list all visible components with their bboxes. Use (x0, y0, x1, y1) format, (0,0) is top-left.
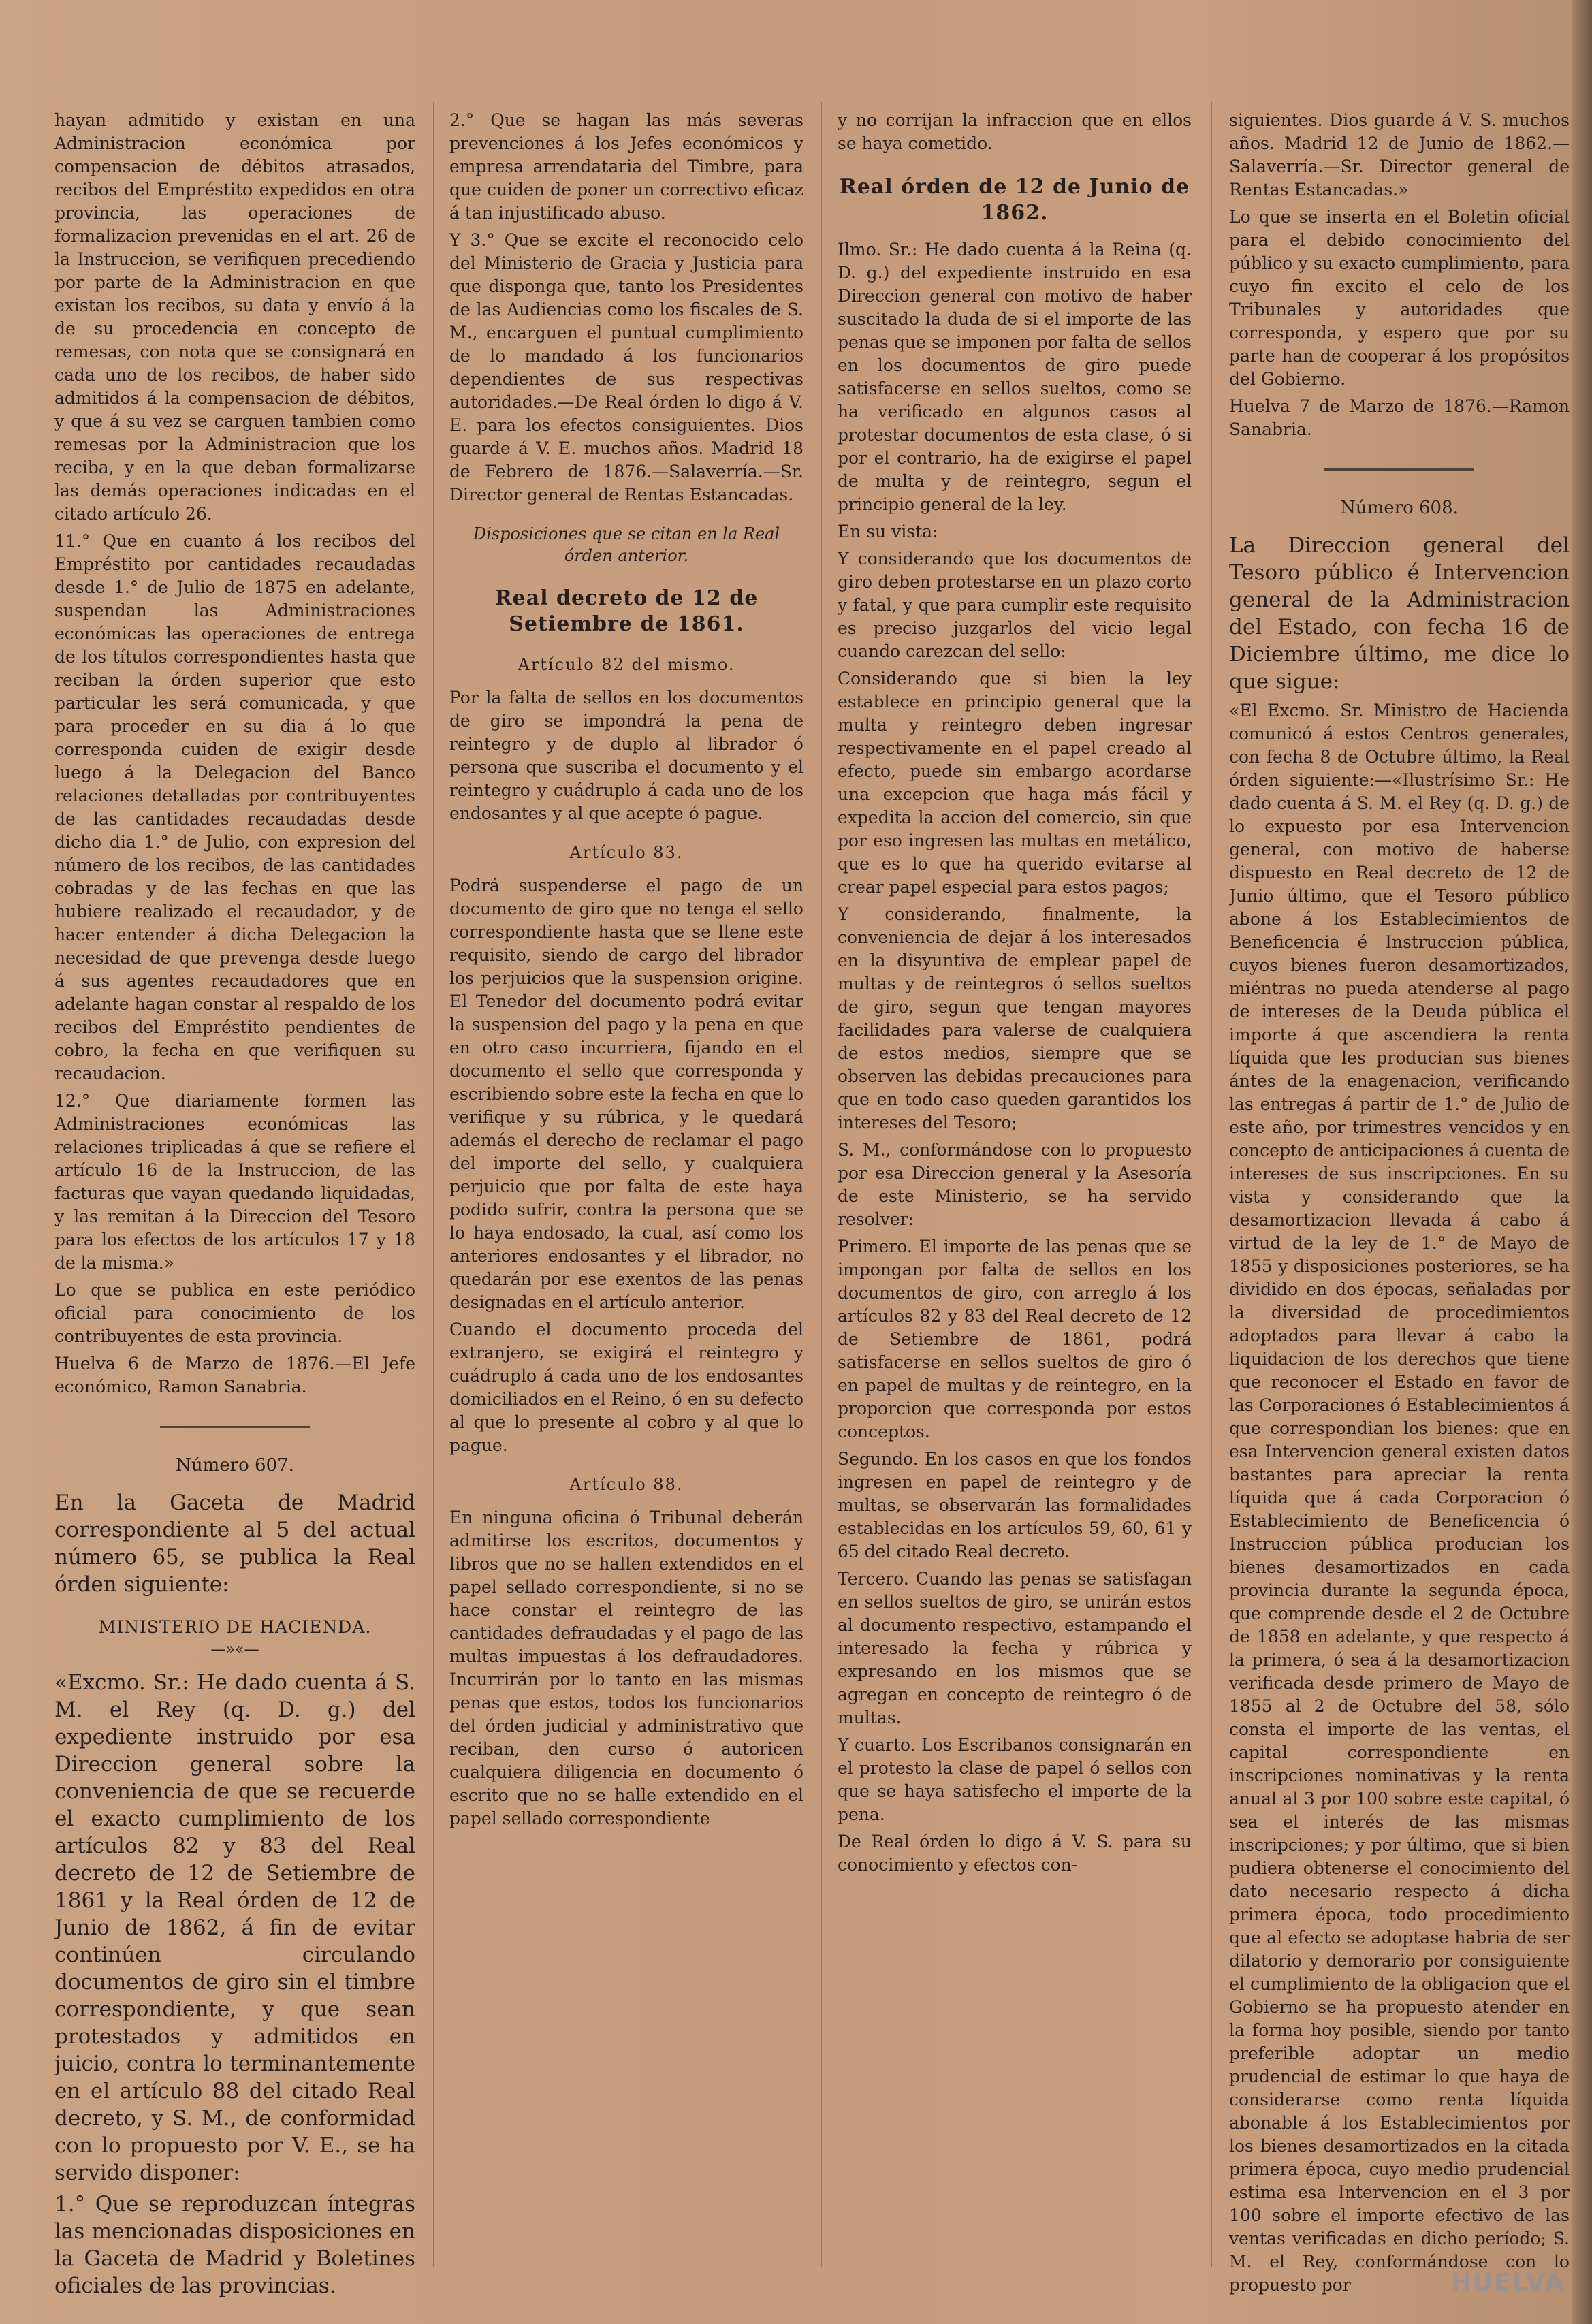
paragraph: «El Excmo. Sr. Ministro de Hacienda comunicó á estos Centros generales, con fecha 8 de Octubre último, la Real órden siguiente:—«Ilustrísimo Sr.: He dado cuenta á S. M. el Rey (q. D. g.) de lo expuesto por esa Intervencion general, con motivo de haberse dispuesto en Real decreto de 12 de Junio último, que el Tesoro público abone á los Establecimientos de Beneficencia é Instruccion pública, cuyos bienes fueron desamortizados, miéntras no pueda atenderse al pago de intereses de la Deuda pública el importe á que ascendiera la renta líquida que les producian sus bienes ántes de la enagenacion, verificando las entregas á partir de 1.° de Julio de este año, por trimestres vencidos y en concepto de anticipaciones á cuenta de intereses de sus inscripciones. En su vista y considerando que la desamortizacion llevada á cabo á virtud de la ley de 1.° de Mayo de 1855 y disposiciones posteriores, se ha dividido en dos épocas, señaladas por la diversidad de procedimientos adoptados para llevar á cabo la liquidacion de los derechos que tiene que reconocer el Estado en favor de las Corporaciones ó Establecimientos á que correspondian los bienes: que en esa Intervencion general existen datos bastantes para apreciar la renta líquida que á cada Corporacion ó Establecimiento de Beneficencia ó Instruccion pública producian los bienes desamortizados en cada provincia durante la segunda época, que comprende desde el 2 de Octubre de 1858 en adelante, y que respecto á la primera, ó sea á la desamortizacion verificada desde primero de Mayo de 1855 al 2 de Octubre del 58, sólo consta el importe de las ventas, el capital correspondiente en inscripciones nominativas y la renta anual al 3 por 100 sobre este capital, ó sea el interés de las mismas inscripciones; y por último, que si bien pudiera obtenerse el conocimiento del dato necesario respecto á dicha primera época, todo procedimiento que al efecto se adoptase habria de ser dilatorio y demorario por consiguiente el cumplimiento de la obligacion que el Gobierno se ha propuesto atender en la forma hoy posible, siendo por tanto preferible adoptar un medio prudencial de estimar lo que haya de considerarse como renta líquida abonable á los Establecimientos por los bienes desamortizados en la citada primera época, cuyo medio prudencial estima esa Intervencion en el 3 por 100 sobre el importe efectivo de las ventas verificadas en dicho período; S. M. el Rey, conformándose con lo propuesto por (1229, 701, 1570, 2295)
section-divider (160, 1426, 310, 1428)
ornament: —»«— (210, 1641, 259, 1658)
intro-paragraph: La Direccion general del Tesoro público é Intervencion general de la Administracion del Estado, con fecha 16 de Diciembre último, me dice lo que sigue: (1229, 533, 1570, 694)
column-1 (54, 109, 415, 2304)
ministry-heading: MINISTERIO DE HACIENDA. (98, 1617, 372, 1637)
paragraph: Considerando que si bien la ley establece en principio general que la multa y reintegro deben ingresar respectivamente en el papel creado al efecto, puede sin embargo acordarse una excepcion que haga más fácil y expedita la accion del comercio, sin que por eso ingresen las multas en metálico, que es lo que ha querido evitarse al crear papel especial para estos pagos; (838, 669, 1192, 897)
column-rule (821, 102, 822, 2267)
paragraph: siguientes. Dios guarde á V. S. muchos años. Madrid 12 de Junio de 1862.—Salaverría.—Sr. Director general de Rentas Estancadas.» (1229, 110, 1570, 200)
column-rule (1211, 102, 1212, 2267)
paragraph: Primero. El importe de las penas que se impongan por falta de sellos en los documentos de giro, con arreglo á los artículos 82 y 83 del Real decreto de 12 de Setiembre de 1861, podrá satisfacerse en sellos sueltos de giro ó en papel de multas y de reintegro, en la proporcion que corresponda por estos conceptos. (838, 1237, 1192, 1442)
paragraph: «Excmo. Sr.: He dado cuenta á S. M. el Rey (q. D. g.) del expediente instruido por esa Direccion general sobre la conveniencia de que se recuerde el exacto cumplimiento de los artículos 82 y 83 del Real decreto de 12 de Setiembre de 1861 y la Real órden de 12 de Junio de 1862, á fin de evitar continúen circulando documentos de giro sin el timbre correspondiente, y que sean protestados y admitidos en juicio, contra lo terminantemente en el artículo 88 del citado Real decreto, y S. M., de conformidad con lo propuesto por V. E., se ha servido disponer: (54, 1670, 415, 2185)
paragraph: Podrá suspenderse el pago de un documento de giro que no tenga el sello correspondiente hasta que se llene este requisito, siendo de cargo del librador los perjuicios que la suspension origine. El Tenedor del documento podrá evitar la suspension del pago y la pena en que en otro caso incurriera, fijando en el documento el sello que corresponda y escribiendo sobre este la fecha en que lo verifique y su rúbrica, y le quedará además el derecho de reclamar el pago del importe del sello, y cualquiera perjuicio que por falta de este haya podido sufrir, contra la persona que se lo haya endosado, la cual, así como los anteriores endosantes y el librador, no quedarán por ese exentos de las penas designadas en el artículo anterior. (449, 876, 803, 1312)
paragraph: y no corrijan la infraccion que en ellos se haya cometido. (838, 110, 1192, 153)
order-heading: Real órden de 12 de Junio de 1862. (839, 175, 1190, 225)
paragraph: Lo que se inserta en el Boletin oficial para el debido conocimiento del público y su exacto cumplimiento, para cuyo fin excito el celo de los Tribunales y autoridades que corresponda, y espero que por su parte han de cooperar á los propósitos del Gobierno. (1229, 207, 1570, 389)
signature-line: Huelva 6 de Marzo de 1876.—El Jefe económico, Ramon Sanabria. (54, 1354, 415, 1397)
decree-heading: Real decreto de 12 de Setiembre de 1861. (494, 586, 759, 636)
paragraph: En ninguna oficina ó Tribunal deberán admitirse los escritos, documentos y libros que no se hallen extendidos en el papel sellado correspondiente, si no se hace constar el reintegro de las cantidades defraudadas y el pago de las multas impuestas á los defraudadores. Incurrirán por lo tanto en las mismas penas que estos, todos los funcionarios del órden judicial y administrativo que reciban, den curso ó autoricen cualquiera diligencia en documento ó escrito que no se halle extendido en el papel sellado correspondiente (449, 1508, 803, 1828)
column-2 (449, 109, 803, 1834)
section-number: Número 608. (1340, 498, 1459, 518)
section-number: Número 607. (176, 1455, 294, 1476)
paragraph: 12.° Que diariamente formen las Administraciones económicas las relaciones triplicadas á que se refiere el artículo 16 de la Instruccion, de las facturas que vayan quedando liquidadas, y las remitan á la Direccion del Tesoro para los efectos de los artículos 17 y 18 de la misma.» (54, 1091, 415, 1273)
column-rule (433, 102, 434, 2267)
article-heading: Artículo 83. (569, 843, 684, 862)
paragraph: Y 3.° Que se excite el reconocido celo del Ministerio de Gracia y Justicia para que disponga que, tanto los Presidentes de las Audiencias como los fiscales de S. M., encarguen el puntual cumplimiento de lo mandado á los funcionarios dependientes de sus respectivas autoridades.—De Real órden lo digo á V. E. para los efectos consiguientes. Dios guarde á V. E. muchos años. Madrid 18 de Febrero de 1876.—Salaverría.—Sr. Director general de Rentas Estancadas. (449, 230, 803, 505)
paragraph: Tercero. Cuando las penas se satisfagan en sellos sueltos de giro, se unirán estos al documento respectivo, estampando el interesado la fecha y rúbrica y expresando en los mismos que se agregan en concepto de reintegro ó de multas. (838, 1569, 1192, 1728)
paragraph: 11.° Que en cuanto á los recibos del Empréstito por cantidades recaudadas desde 1.° de Julio de 1875 en adelante, suspendan las Administraciones económicas las operaciones de entrega de los títulos correspondientes hasta que reciban la órden superior que esto particular les será comunicada, y que para proceder en su dia á lo que corresponda cuiden de exigir desde luego á la Delegacion del Banco relaciones detalladas por contribuyentes de las cantidades recaudadas desde dicho dia 1.° de Julio, con expresion del número de los recibos, de las cantidades cobradas y de las fechas en que las hubiere realizado el recaudador, y de hacer entender á dicha Delegacion la necesidad de que prevenga desde luego á sus agentes recaudadores que en adelante hagan constar al respaldo de los recibos del Empréstito pendientes de cobro, la fecha en que verifiquen su recaudacion. (54, 531, 415, 1083)
article-heading: Artículo 88. (569, 1475, 684, 1494)
article-heading: Artículo 82 del mismo. (518, 655, 735, 674)
paragraph: Ilmo. Sr.: He dado cuenta á la Reina (q. D. g.) del expediente instruido en esa Direccion general con motivo de haber suscitado la duda de si el importe de las penas que se imponen por falta de sellos en los documentos de giro puede satisfacerse en sellos sueltos, como se ha verificado en algunos casos al protestar documentos de esta clase, ó si por el contrario, ha de exigirse el papel de multa y de reintegro, segun el principio general de la ley. (838, 240, 1192, 514)
paragraph: Lo que se publica en este periódico oficial para conocimiento de los contribuyentes de esta provincia. (54, 1280, 415, 1346)
page-edge (1572, 0, 1592, 2324)
paragraph: De Real órden lo digo á V. S. para su conocimiento y efectos con- (838, 1832, 1192, 1875)
paragraph: Por la falta de sellos en los documentos de giro se impondrá la pena de reintegro y de duplo al librador ó persona que suscriba el documento y el reintegro y cuádruplo á cada uno de los endosantes y al que acepte ó pague. (449, 688, 803, 823)
column-3 (838, 109, 1192, 1881)
column-4 (1229, 109, 1570, 2301)
paragraph: 1.° Que se reproduzcan íntegras las mencionadas disposiciones en la Gaceta de Madrid y Boletines oficiales de las provincias. (54, 2192, 415, 2298)
paragraph: Cuando el documento proceda del extranjero, se exigirá el reintegro y cuádruplo á cada uno de los endosantes domiciliados en el Reino, ó en su defecto al que lo presente al cobro y al que lo pague. (449, 1320, 803, 1455)
paragraph: En su vista: (838, 522, 938, 541)
paragraph: Segundo. En los casos en que los fondos ingresen en papel de reintegro y de multas, se observarán las formalidades establecidas en los artículos 59, 60, 61 y 65 del citado Real decreto. (838, 1449, 1192, 1561)
signature-line: Huelva 7 de Marzo de 1876.—Ramon Sanabria. (1229, 396, 1570, 439)
citation-note: Disposiciones que se citan en la Real órden anterior. (473, 524, 780, 565)
section-divider (1324, 468, 1474, 471)
paragraph: hayan admitido y existan en una Administracion económica por compensacion de débitos atrasados, recibos del Empréstito expedidos en otra provincia, las operaciones de formalizacion prevenidas en el art. 26 de la Instruccion, se verifiquen precediendo por parte de la Administracion en que existan los recibos, su data y envío á la de su procedencia en concepto de remesas, con nota que se consignará en cada uno de los recibos, de haber sido admitidos á la compensacion de débitos, y que á su vez se carguen tambien como remesas por la Administracion que los reciba, y en la que deban formalizarse las demás operaciones indicadas en el citado artículo 26. (54, 110, 415, 524)
paragraph: Y considerando que los documentos de giro deben protestarse en un plazo corto y fatal, y que para cumplir este requisito es preciso juzgarlos del vicio legal cuando carezcan del sello: (838, 549, 1192, 661)
paragraph: Y considerando, finalmente, la conveniencia de dejar á los interesados en la disyuntiva de emplear papel de multas y de reintegros ó sellos sueltos de giro, segun que tengan mayores facilidades para valerse de cualquiera de estos medios, siempre que se observen las debidas precauciones para que en todo caso queden garantidos los intereses del Tesoro; (838, 904, 1192, 1132)
paragraph: Y cuarto. Los Escribanos consignarán en el protesto la clase de papel ó sellos con que se haya satisfecho el importe de la pena. (838, 1735, 1192, 1824)
paragraph: S. M., conformándose con lo propuesto por esa Direccion general y la Asesoría de este Ministerio, se ha servido resolver: (838, 1140, 1192, 1229)
paragraph: 2.° Que se hagan las más severas prevenciones á los Jefes económicos y empresa arrendataria del Timbre, para que cuiden de poner un correctivo eficaz á tan injustificado abuso. (449, 110, 803, 223)
watermark-logo: HUELVA (1450, 2269, 1565, 2297)
intro-paragraph: En la Gaceta de Madrid correspondiente al 5 del actual número 65, se publica la Real órden siguiente: (54, 1491, 415, 1597)
